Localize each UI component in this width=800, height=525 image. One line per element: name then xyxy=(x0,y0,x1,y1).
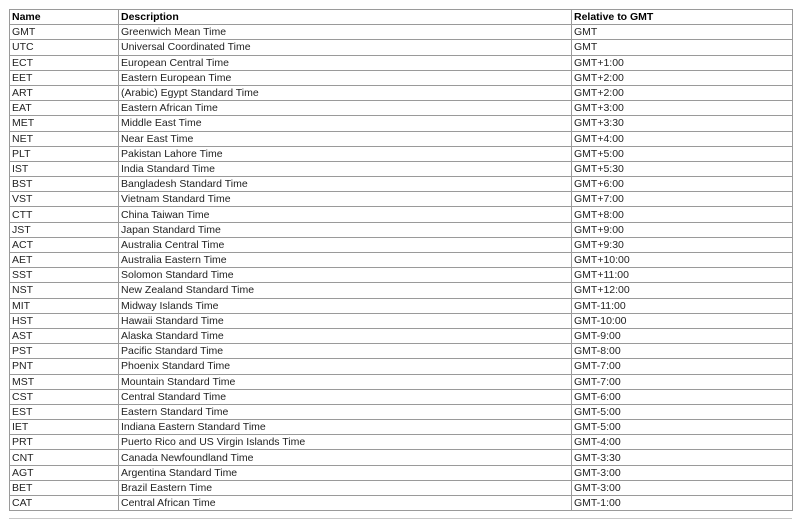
cell-name: UTC xyxy=(10,40,119,55)
cell-relative-to-gmt: GMT xyxy=(572,40,793,55)
table-row xyxy=(10,131,793,146)
cell-name: ACT xyxy=(10,237,119,252)
cell-description: Near East Time xyxy=(119,131,572,146)
cell-description: New Zealand Standard Time xyxy=(119,283,572,298)
cell-relative-to-gmt: GMT-8:00 xyxy=(572,344,793,359)
table-row xyxy=(10,268,793,283)
table-row xyxy=(10,435,793,450)
cell-name: EET xyxy=(10,70,119,85)
cell-name: AET xyxy=(10,253,119,268)
cell-relative-to-gmt: GMT-5:00 xyxy=(572,420,793,435)
bottom-divider xyxy=(9,518,792,519)
table-row xyxy=(10,389,793,404)
cell-relative-to-gmt: GMT-11:00 xyxy=(572,298,793,313)
table-row xyxy=(10,101,793,116)
cell-relative-to-gmt: GMT-3:30 xyxy=(572,450,793,465)
cell-description: Middle East Time xyxy=(119,116,572,131)
cell-relative-to-gmt: GMT+5:00 xyxy=(572,146,793,161)
cell-relative-to-gmt: GMT+6:00 xyxy=(572,177,793,192)
cell-relative-to-gmt: GMT+10:00 xyxy=(572,253,793,268)
cell-name: EAT xyxy=(10,101,119,116)
cell-description: Eastern Standard Time xyxy=(119,404,572,419)
cell-description: Canada Newfoundland Time xyxy=(119,450,572,465)
cell-description: Alaska Standard Time xyxy=(119,328,572,343)
cell-description: Australia Central Time xyxy=(119,237,572,252)
cell-name: MIT xyxy=(10,298,119,313)
cell-description: China Taiwan Time xyxy=(119,207,572,222)
table-row xyxy=(10,465,793,480)
column-header-description: Description xyxy=(119,10,572,25)
table-row xyxy=(10,146,793,161)
table-row xyxy=(10,496,793,511)
cell-name: CNT xyxy=(10,450,119,465)
cell-name: PST xyxy=(10,344,119,359)
cell-name: MET xyxy=(10,116,119,131)
cell-relative-to-gmt: GMT xyxy=(572,25,793,40)
cell-description: (Arabic) Egypt Standard Time xyxy=(119,85,572,100)
table-row xyxy=(10,374,793,389)
cell-name: ART xyxy=(10,85,119,100)
cell-description: Vietnam Standard Time xyxy=(119,192,572,207)
cell-name: PNT xyxy=(10,359,119,374)
cell-relative-to-gmt: GMT+9:30 xyxy=(572,237,793,252)
cell-relative-to-gmt: GMT-3:00 xyxy=(572,465,793,480)
table-row xyxy=(10,40,793,55)
cell-description: Phoenix Standard Time xyxy=(119,359,572,374)
cell-name: HST xyxy=(10,313,119,328)
cell-relative-to-gmt: GMT-3:00 xyxy=(572,480,793,495)
cell-name: NST xyxy=(10,283,119,298)
table-row xyxy=(10,359,793,374)
table-row xyxy=(10,85,793,100)
cell-name: BST xyxy=(10,177,119,192)
cell-description: Central African Time xyxy=(119,496,572,511)
table-row xyxy=(10,420,793,435)
table-row xyxy=(10,313,793,328)
cell-relative-to-gmt: GMT-9:00 xyxy=(572,328,793,343)
cell-description: Universal Coordinated Time xyxy=(119,40,572,55)
column-header-name: Name xyxy=(10,10,119,25)
cell-name: BET xyxy=(10,480,119,495)
cell-relative-to-gmt: GMT+8:00 xyxy=(572,207,793,222)
cell-description: Pacific Standard Time xyxy=(119,344,572,359)
cell-relative-to-gmt: GMT-7:00 xyxy=(572,374,793,389)
table-row xyxy=(10,207,793,222)
column-header-relative-to-gmt: Relative to GMT xyxy=(572,10,793,25)
cell-name: CAT xyxy=(10,496,119,511)
cell-description: Eastern European Time xyxy=(119,70,572,85)
cell-description: Puerto Rico and US Virgin Islands Time xyxy=(119,435,572,450)
cell-name: CTT xyxy=(10,207,119,222)
cell-relative-to-gmt: GMT+9:00 xyxy=(572,222,793,237)
cell-relative-to-gmt: GMT-5:00 xyxy=(572,404,793,419)
cell-name: AST xyxy=(10,328,119,343)
cell-description: Brazil Eastern Time xyxy=(119,480,572,495)
cell-relative-to-gmt: GMT-7:00 xyxy=(572,359,793,374)
table-row xyxy=(10,116,793,131)
cell-description: Hawaii Standard Time xyxy=(119,313,572,328)
table-row xyxy=(10,192,793,207)
table-row xyxy=(10,450,793,465)
cell-description: Eastern African Time xyxy=(119,101,572,116)
cell-relative-to-gmt: GMT+4:00 xyxy=(572,131,793,146)
cell-description: Australia Eastern Time xyxy=(119,253,572,268)
table-row xyxy=(10,283,793,298)
cell-relative-to-gmt: GMT+3:30 xyxy=(572,116,793,131)
table-row xyxy=(10,237,793,252)
table-row xyxy=(10,177,793,192)
table-body xyxy=(10,25,793,511)
cell-name: IST xyxy=(10,161,119,176)
cell-name: PLT xyxy=(10,146,119,161)
cell-relative-to-gmt: GMT+2:00 xyxy=(572,70,793,85)
cell-relative-to-gmt: GMT+5:30 xyxy=(572,161,793,176)
cell-relative-to-gmt: GMT+11:00 xyxy=(572,268,793,283)
cell-description: Indiana Eastern Standard Time xyxy=(119,420,572,435)
cell-relative-to-gmt: GMT-4:00 xyxy=(572,435,793,450)
cell-relative-to-gmt: GMT+12:00 xyxy=(572,283,793,298)
timezone-table-container xyxy=(9,9,792,511)
cell-description: Central Standard Time xyxy=(119,389,572,404)
cell-name: MST xyxy=(10,374,119,389)
table-row xyxy=(10,298,793,313)
cell-name: SST xyxy=(10,268,119,283)
table-row xyxy=(10,161,793,176)
cell-description: Japan Standard Time xyxy=(119,222,572,237)
cell-description: European Central Time xyxy=(119,55,572,70)
cell-description: Midway Islands Time xyxy=(119,298,572,313)
table-row xyxy=(10,404,793,419)
header-row xyxy=(10,10,793,25)
cell-description: Bangladesh Standard Time xyxy=(119,177,572,192)
cell-description: Mountain Standard Time xyxy=(119,374,572,389)
table-header xyxy=(10,10,793,25)
cell-relative-to-gmt: GMT+7:00 xyxy=(572,192,793,207)
cell-name: CST xyxy=(10,389,119,404)
cell-relative-to-gmt: GMT-10:00 xyxy=(572,313,793,328)
cell-relative-to-gmt: GMT-1:00 xyxy=(572,496,793,511)
table-row xyxy=(10,253,793,268)
table-row xyxy=(10,328,793,343)
timezone-table xyxy=(9,9,793,511)
table-row xyxy=(10,480,793,495)
cell-name: JST xyxy=(10,222,119,237)
cell-name: ECT xyxy=(10,55,119,70)
cell-description: India Standard Time xyxy=(119,161,572,176)
table-row xyxy=(10,222,793,237)
table-row xyxy=(10,344,793,359)
cell-description: Solomon Standard Time xyxy=(119,268,572,283)
cell-name: EST xyxy=(10,404,119,419)
table-row xyxy=(10,55,793,70)
cell-name: IET xyxy=(10,420,119,435)
cell-relative-to-gmt: GMT+1:00 xyxy=(572,55,793,70)
cell-description: Greenwich Mean Time xyxy=(119,25,572,40)
cell-relative-to-gmt: GMT+2:00 xyxy=(572,85,793,100)
cell-relative-to-gmt: GMT+3:00 xyxy=(572,101,793,116)
cell-name: NET xyxy=(10,131,119,146)
cell-relative-to-gmt: GMT-6:00 xyxy=(572,389,793,404)
cell-description: Pakistan Lahore Time xyxy=(119,146,572,161)
cell-name: AGT xyxy=(10,465,119,480)
cell-description: Argentina Standard Time xyxy=(119,465,572,480)
table-row xyxy=(10,25,793,40)
table-row xyxy=(10,70,793,85)
cell-name: GMT xyxy=(10,25,119,40)
cell-name: PRT xyxy=(10,435,119,450)
cell-name: VST xyxy=(10,192,119,207)
